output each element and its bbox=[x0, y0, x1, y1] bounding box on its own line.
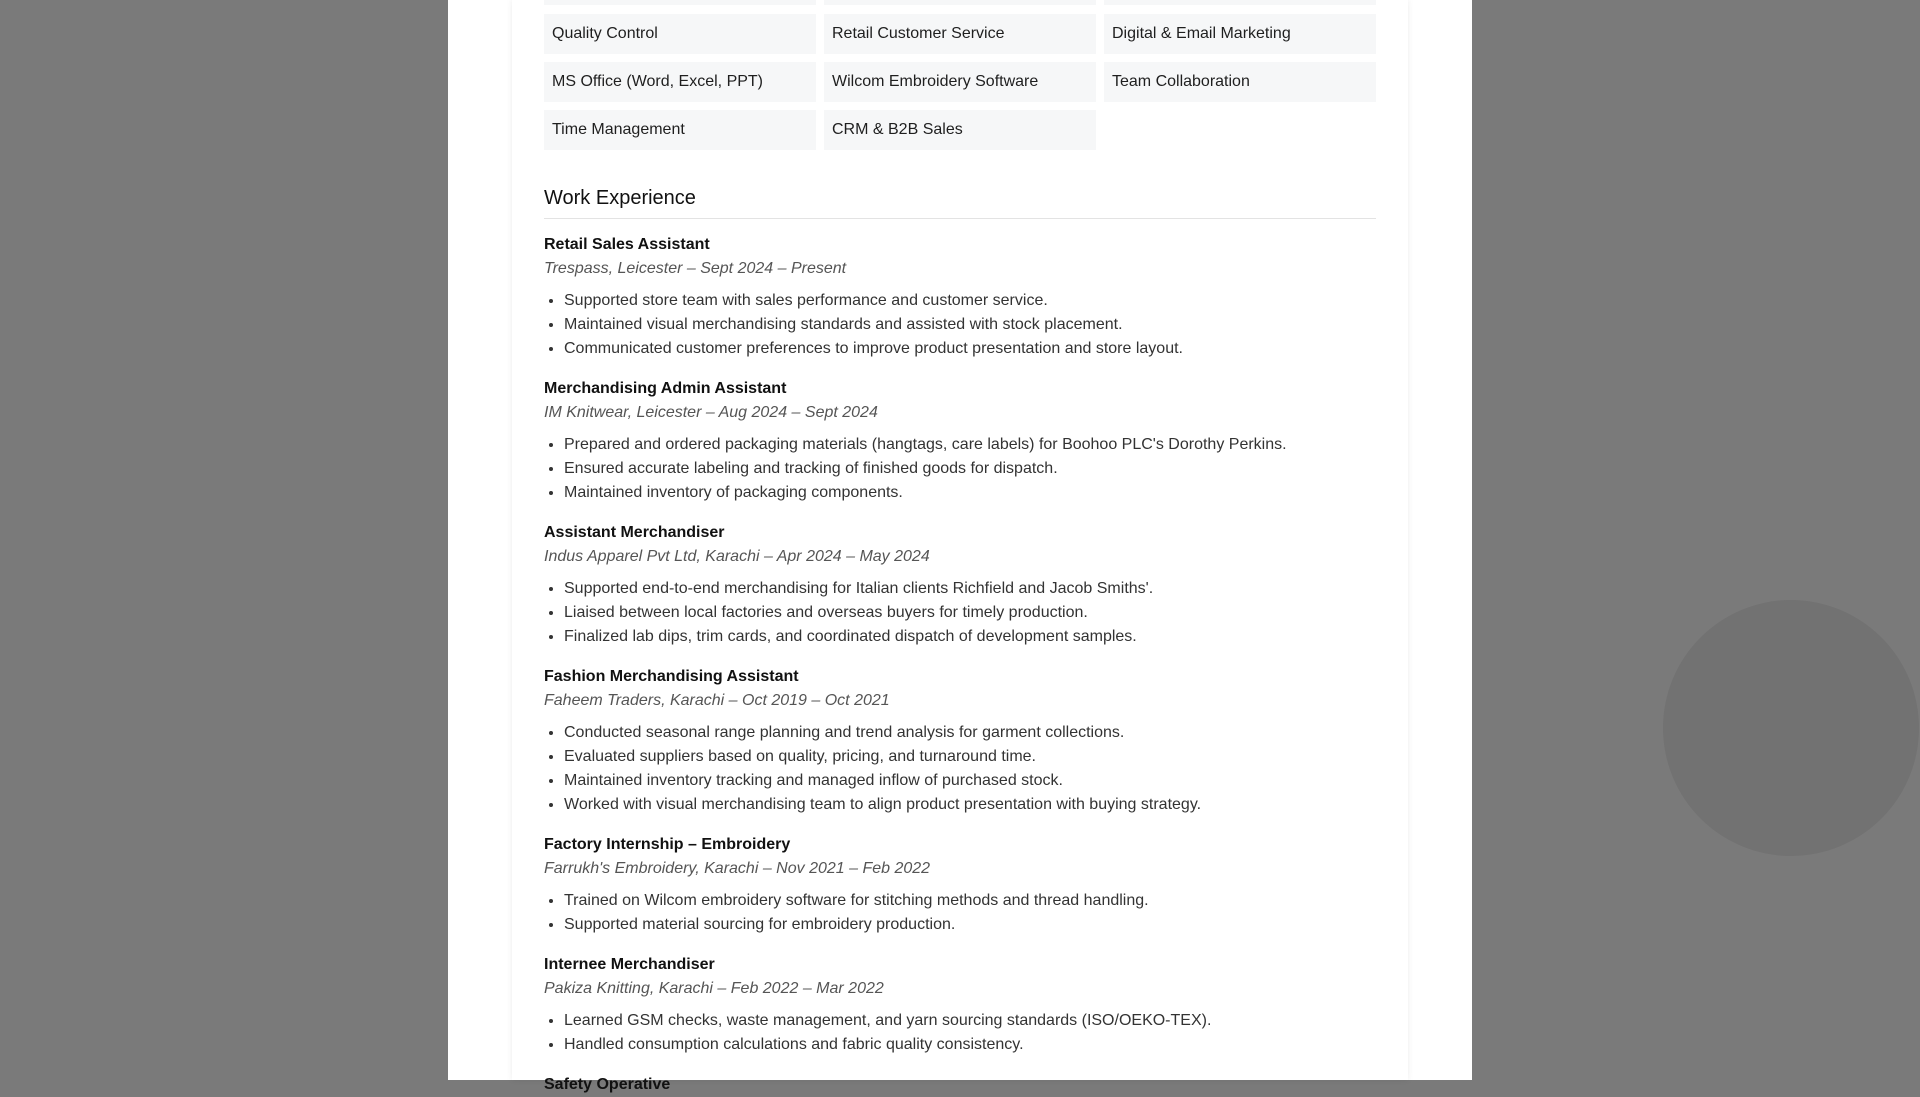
resume-content bbox=[544, 0, 1376, 1097]
job-bullet-list bbox=[544, 1009, 1376, 1057]
job-bullet-list bbox=[544, 433, 1376, 505]
job-bullet: • Ensured accurate labeling and tracking of finished goods for dispatch. bbox=[564, 457, 1376, 481]
job-bullet: • Trained on Wilcom embroidery software for stitching methods and thread handling. bbox=[564, 889, 1376, 913]
job-meta: IM Knitwear, Leicester – Aug 2024 – Sept 2024 bbox=[544, 404, 878, 421]
job-bullet: • Finalized lab dips, trim cards, and coordinated dispatch of development samples. bbox=[564, 625, 1376, 649]
job-bullet: • Communicated customer preferences to improve product presentation and store layout. bbox=[564, 337, 1376, 361]
skill-tag: MS Office (Word, Excel, PPT) bbox=[544, 62, 816, 102]
job-bullet: • Worked with visual merchandising team to align product presentation with buying strategy. bbox=[564, 793, 1376, 817]
job-entry bbox=[544, 833, 1376, 937]
job-bullet: • Maintained visual merchandising standards and assisted with stock placement. bbox=[564, 313, 1376, 337]
job-entry bbox=[544, 377, 1376, 505]
job-bullet: • Prepared and ordered packaging materials (hangtags, care labels) for Boohoo PLC's Dorothy Perkins. bbox=[564, 433, 1376, 457]
job-title: Internee Merchandiser bbox=[544, 956, 715, 973]
job-bullet: • Supported material sourcing for embroidery production. bbox=[564, 913, 1376, 937]
job-title: Assistant Merchandiser bbox=[544, 524, 725, 541]
job-meta: Pakiza Knitting, Karachi – Feb 2022 – Mar 2022 bbox=[544, 980, 884, 997]
job-bullet: • Liaised between local factories and overseas buyers for timely production. bbox=[564, 601, 1376, 625]
skill-tag: CRM & B2B Sales bbox=[824, 110, 1096, 150]
skill-cell-cut bbox=[544, 0, 816, 5]
job-meta: Indus Apparel Pvt Ltd, Karachi – Apr 2024 – May 2024 bbox=[544, 548, 930, 565]
job-bullet: • Maintained inventory tracking and managed inflow of purchased stock. bbox=[564, 769, 1376, 793]
skills-grid bbox=[544, 14, 1376, 150]
job-bullet-list bbox=[544, 577, 1376, 649]
job-bullet-list bbox=[544, 889, 1376, 937]
skill-tag: Digital & Email Marketing bbox=[1104, 14, 1376, 54]
job-title: Retail Sales Assistant bbox=[544, 236, 710, 253]
job-entry bbox=[544, 1073, 1376, 1097]
job-bullet: • Maintained inventory of packaging components. bbox=[564, 481, 1376, 505]
job-bullet-list bbox=[544, 721, 1376, 817]
section-title-work-experience: Work Experience bbox=[544, 187, 1376, 219]
job-title: Safety Operative bbox=[544, 1076, 671, 1093]
job-entry bbox=[544, 953, 1376, 1057]
resume-page bbox=[512, 0, 1408, 1093]
job-entry bbox=[544, 233, 1376, 361]
job-meta: Trespass, Leicester – Sept 2024 – Present bbox=[544, 260, 847, 277]
skill-tag: Quality Control bbox=[544, 14, 816, 54]
job-meta: Faheem Traders, Karachi – Oct 2019 – Oct 2021 bbox=[544, 692, 890, 709]
job-bullet: • Evaluated suppliers based on quality, pricing, and turnaround time. bbox=[564, 745, 1376, 769]
job-bullet: • Conducted seasonal range planning and trend analysis for garment collections. bbox=[564, 721, 1376, 745]
job-title: Fashion Merchandising Assistant bbox=[544, 668, 799, 685]
skill-tag: Wilcom Embroidery Software bbox=[824, 62, 1096, 102]
job-bullet-list bbox=[544, 289, 1376, 361]
job-entry bbox=[544, 521, 1376, 649]
background-circle bbox=[1663, 600, 1919, 856]
job-title: Merchandising Admin Assistant bbox=[544, 380, 787, 397]
document-viewer[interactable] bbox=[448, 0, 1472, 1093]
skill-cell-cut bbox=[1104, 0, 1376, 5]
job-title: Factory Internship – Embroidery bbox=[544, 836, 791, 853]
job-bullet: • Handled consumption calculations and fabric quality consistency. bbox=[564, 1033, 1376, 1057]
job-bullet: • Supported end-to-end merchandising for Italian clients Richfield and Jacob Smiths'. bbox=[564, 577, 1376, 601]
skills-row-cut-off bbox=[544, 0, 1376, 5]
job-bullet: • Learned GSM checks, waste management, and yarn sourcing standards (ISO/OEKO-TEX). bbox=[564, 1009, 1376, 1033]
skill-tag: Retail Customer Service bbox=[824, 14, 1096, 54]
job-meta: Farrukh's Embroidery, Karachi – Nov 2021 – Feb 2022 bbox=[544, 860, 931, 877]
skill-cell-cut bbox=[824, 0, 1096, 5]
job-bullet: • Supported store team with sales performance and customer service. bbox=[564, 289, 1376, 313]
skill-tag: Team Collaboration bbox=[1104, 62, 1376, 102]
skill-tag: Time Management bbox=[544, 110, 816, 150]
job-entry bbox=[544, 665, 1376, 817]
work-experience-list bbox=[544, 233, 1376, 1097]
